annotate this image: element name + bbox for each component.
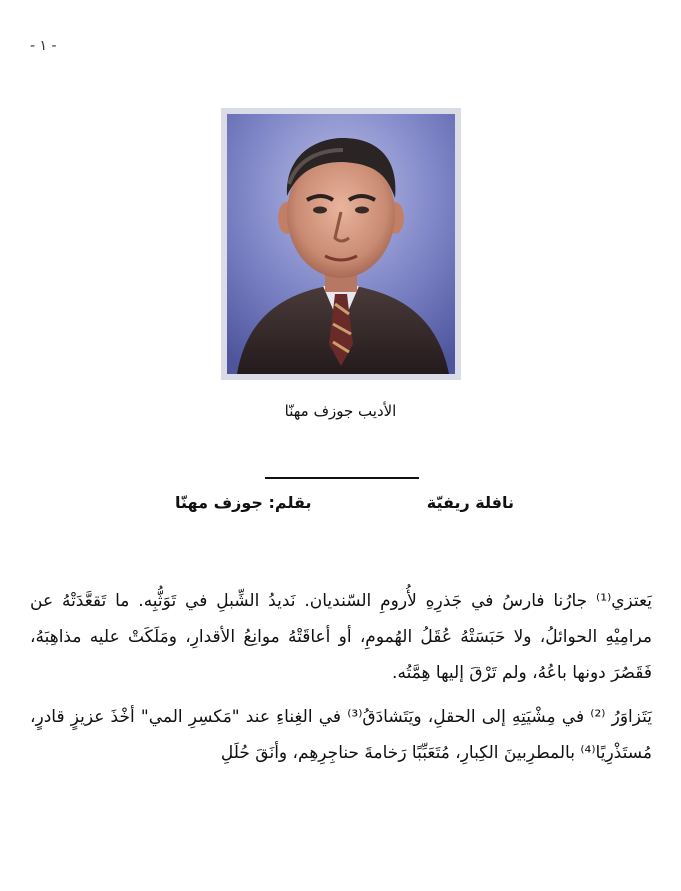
article-header bbox=[0, 493, 681, 519]
article-byline: بقلم: جوزف مهنّا bbox=[175, 493, 312, 512]
author-photo bbox=[221, 108, 461, 380]
article-title: نافلة ريفيّة bbox=[426, 493, 514, 512]
paragraph-1: يَعتزي⁽¹⁾ جارُنا فارسُ في جَذرِهِ لأُرومِ السّنديان. نَديدُ الشِّبلِ في تَوَثُّبِه. ما تَقعَّدَتْهُ عن مرامِيْهِ الحوائلُ، ولا حَبَسَتْهُ عُقَلُ الهُمومِ، أو أعاقَتْهُ موانِعُ الأقدارِ، ومَلَكَتْ عليه مذاهِبَهُ، فَقَصُرَ دونها باعُهُ، ولم تَرْقَ إليها هِمَّتُه. bbox=[30, 591, 652, 683]
page-number: - ١ - bbox=[30, 38, 57, 54]
author-portrait-image bbox=[227, 114, 455, 374]
photo-caption: الأديب جوزف مهنّا bbox=[284, 402, 397, 420]
title-separator bbox=[265, 477, 419, 479]
paragraph-2: يَتَزاوَرُ ⁽²⁾ في مِشْيَتِهِ إلى الحقلِ، ويَتَشادَقُ⁽³⁾ في الغِناءِ عند "مَكسِرِ المي" أخْذَ عزيزٍ قادرٍ، مُستَذْرِيًا⁽⁴⁾ بالمطرِبينَ الكِبارِ، مُتَعَبِّبًا رَخامةَ حناجِرِهِم، وأنَقَ حُلَلِ bbox=[30, 707, 652, 763]
article-body bbox=[30, 583, 652, 779]
